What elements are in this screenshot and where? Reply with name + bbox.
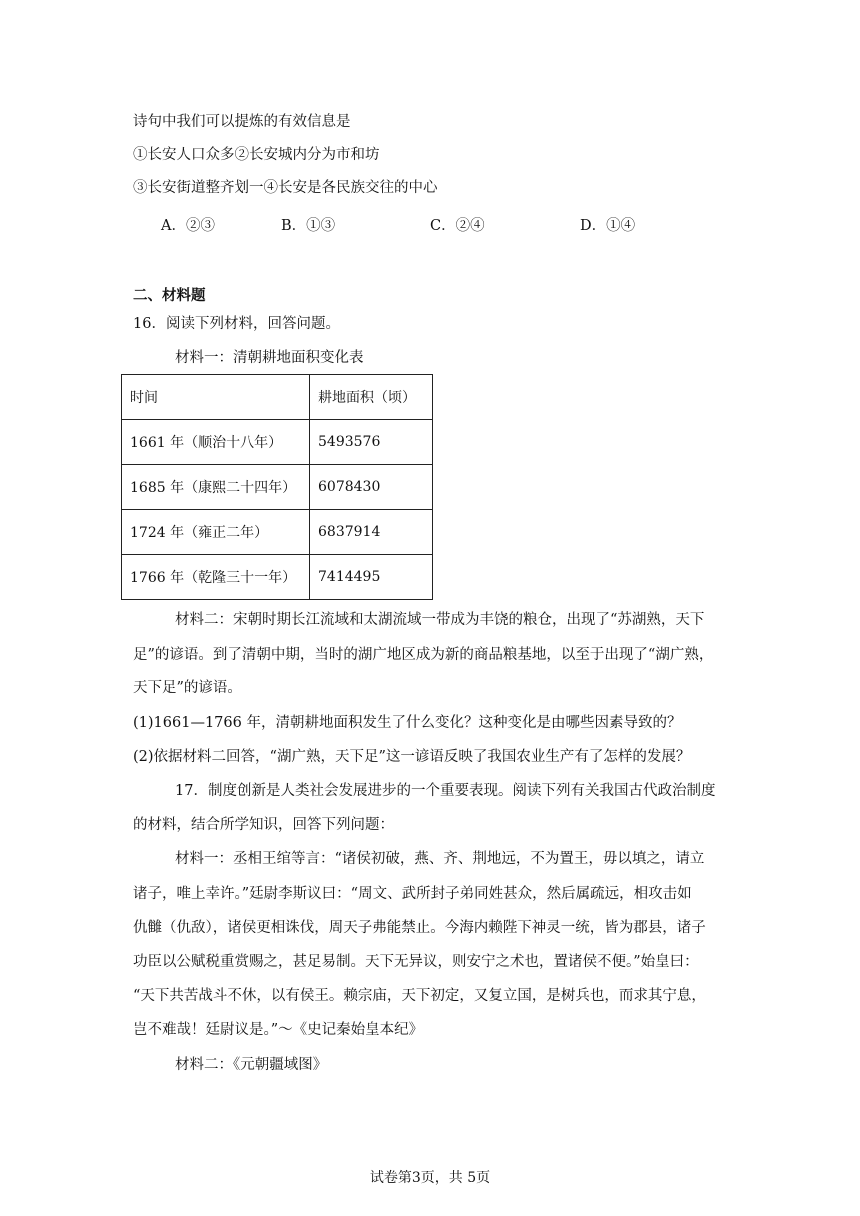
q17-material1-line: 诸子，唯上幸许。”廷尉李斯议曰：“周文、武所封子弟同姓甚众，然后属疏远，相攻击如 — [133, 886, 692, 902]
q15-option-d: D．①④ — [580, 218, 636, 234]
table-cell: 6837914 — [310, 510, 433, 555]
q17-material1-line: “天下共苦战斗不休，以有侯王。赖宗庙，天下初定，又复立国，是树兵也，而求其宁息， — [133, 988, 706, 1004]
table-cell: 1685 年（康熙二十四年） — [122, 465, 310, 510]
section-title: 二、材料题 — [133, 287, 206, 304]
q15-option-a: A．②③ — [161, 218, 215, 234]
q17-material1-line: 仇雠（仇敌），诸侯更相诛伐，周天子弗能禁止。今海内赖陛下神灵一统，皆为郡县，诸子 — [133, 920, 706, 936]
q16-subquestion-2: (2)依据材料二回答，“湖广熟，天下足”这一谚语反映了我国农业生产有了怎样的发展？ — [133, 749, 691, 765]
q16-material1-title: 材料一：清朝耕地面积变化表 — [175, 350, 364, 366]
q17-line1: 17．制度创新是人类社会发展进步的一个重要表现。阅读下列有关我国古代政治制度 — [175, 783, 716, 799]
table-cell: 1766 年（乾隆三十一年） — [122, 555, 310, 600]
table-header-row — [122, 375, 433, 420]
q15-line1: ①长安人口众多②长安城内分为市和坊 — [133, 147, 380, 163]
q15-option-c: C．②④ — [430, 218, 485, 234]
q16-subquestion-1: (1)1661—1766 年，清朝耕地面积发生了什么变化？这种变化是由哪些因素导致的？ — [133, 715, 682, 731]
q16-material2-line2: 足”的谚语。到了清朝中期，当时的湖广地区成为新的商品粮基地，以至于出现了“湖广熟， — [133, 647, 714, 663]
table-row — [122, 555, 433, 600]
table-cell: 1661 年（顺治十八年） — [122, 420, 310, 465]
q15-option-b: B．①③ — [281, 218, 336, 234]
table-cell: 1724 年（雍正二年） — [122, 510, 310, 555]
table-cell: 6078430 — [310, 465, 433, 510]
table-cell: 5493576 — [310, 420, 433, 465]
table-row — [122, 510, 433, 555]
q17-material1-line: 材料一：丞相王绾等言：“诸侯初破，燕、齐、荆地远，不为置王，毋以填之，请立 — [175, 851, 705, 867]
q17-material1-line: 岂不难哉！廷尉议是。”～《史记秦始皇本纪》 — [133, 1022, 424, 1038]
q17-material2-title: 材料二：《元朝疆域图》 — [175, 1057, 328, 1073]
q16-material2-line3: 天下足”的谚语。 — [133, 680, 242, 696]
table-cell: 7414495 — [310, 555, 433, 600]
table-header-cell: 耕地面积（顷） — [310, 375, 433, 420]
q17-material1-line: 功臣以公赋税重赏赐之，甚足易制。天下无异议，则安宁之术也，置诸侯不便。”始皇曰： — [133, 954, 699, 970]
farmland-table — [121, 374, 433, 600]
q16-material2-line1: 材料二：宋朝时期长江流域和太湖流域一带成为丰饶的粮仓，出现了“苏湖熟，天下 — [175, 612, 705, 628]
q15-line2: ③长安街道整齐划一④长安是各民族交往的中心 — [133, 180, 438, 196]
q16-stem: 16．阅读下列材料，回答问题。 — [133, 316, 340, 332]
table-row — [122, 465, 433, 510]
table-row — [122, 420, 433, 465]
q15-lead: 诗句中我们可以提炼的有效信息是 — [133, 114, 351, 130]
table-header-cell: 时间 — [122, 375, 310, 420]
page-footer: 试卷第3页，共 5页 — [369, 1170, 491, 1186]
q17-line2: 的材料，结合所学知识，回答下列问题： — [133, 817, 394, 833]
